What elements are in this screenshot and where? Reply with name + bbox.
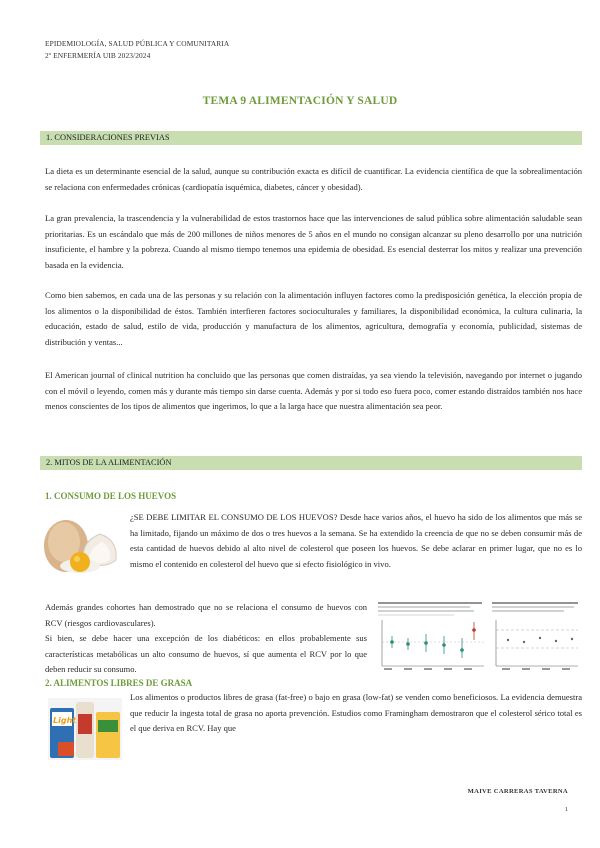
paragraph-libres-grasa: Los alimentos o productos libres de grasa (fat-free) o bajo en grasa (low-fat) se venden como beneficiosos. La evidencia demuestra que reducir la ingesta total de grasa no aporta prevención. Estudios como Framingham demostraron que el colesterol sérico total es el que deriva en RCV. Hay que [130,692,582,734]
subheading-grasa: 2. ALIMENTOS LIBRES DE GRASA [45,678,193,688]
paragraph-cohortes: Además grandes cohortes han demostrado que no se relaciona el consumo de huevos con RCV (riesgos cardiovasculares). [45,602,367,628]
section-heading-consideraciones: 1. CONSIDERACIONES PREVIAS [40,131,582,145]
page-title: TEMA 9 ALIMENTACIÓN Y SALUD [202,95,398,107]
paragraph-huevos-limitar: ¿SE DEBE LIMITAR EL CONSUMO DE LOS HUEVOS? Desde hace varios años, el huevo ha sido de los alimentos que más se ha limitado, fijando un máximo de dos o tres huevos a la semana. Se ha extendido la creencia de que no se deben consumir más de esta cantidad de huevos debido al alto nivel de colesterol que poseen los huevos. Se debe aclarar en primer lugar, que no es lo mismo el contenido en colesterol del huevo que si efecto fisiológico in vivo. [130,512,582,569]
light-label: Light [53,716,77,725]
paragraph-distraidos: El American journal of clinical nutrition ha concluido que las personas que comen distraídas, ya sea viendo la televisión, navegando por internet o jugando con el móvil o leyendo, comen más y durante más tiempo sin darse cuenta. Además y por si todo eso fuera poco, comer estando distraídos también nos hace menos conscientes de los tipos de alimentos que ingerimos, lo que a la larga hace que nuestra alimentación sea peor. [45,370,582,412]
paragraph-factores: Como bien sabemos, en cada una de las personas y su relación con la alimentación influyen factores como la predisposición genética, la elección propia de los alimentos o la disponibilidad de éstos. También interfieren factores socioculturales y familiares, la disponibilidad económica, la cultura culinaria, la educación, estado de salud, estilo de vida, producción y manufactura de los alimentos, agricultura, demografía y economía, publicidad, sistemas de distribución y ventas... [45,290,582,347]
header-year: 2º ENFERMERÍA UIB 2023/2024 [45,51,151,60]
eggs-photo [40,512,122,574]
document-header [45,38,229,62]
egg-consumption-forest-plots [374,600,580,676]
subheading-huevos: 1. CONSUMO DE LOS HUEVOS [45,491,177,501]
light-products-photo [48,698,122,760]
paragraph-prevalencia: La gran prevalencia, la trascendencia y la vulnerabilidad de estos trastornos hace que las intervenciones de salud pública sobre alimentación saludable sean prioritarias. Es un escándalo que más de 200 millones de niños menores de 5 años en el mundo no consigan alcanzar su pleno desarrollo por una nutrición insuficiente, el hambre y la pobreza. Cuando al mismo tiempo tenemos una epidemia de obesidad. Es esencial desterrar los mitos y realizar una prevención basada en la evidencia. [45,213,582,270]
header-course: EPIDEMIOLOGÍA, SALUD PÚBLICA Y COMUNITARIA [45,39,230,48]
page-number: 1 [564,806,568,813]
footer-author: MAIVE CARRERAS TAVERNA [467,788,568,795]
paragraph-dieta: La dieta es un determinante esencial de la salud, aunque su contribución exacta es difícil de cuantificar. La evidencia científica de que la sobrealimentación se relaciona con enfermedades crónicas (cardiopatía isquémica, diabetes, cáncer y obesidad). [45,166,582,192]
section-heading-mitos: 2. MITOS DE LA ALIMENTACIÓN [40,456,582,470]
paragraph-diabeticos: Si bien, se debe hacer una excepción de los diabéticos: en ellos probablemente sus características metabólicas un alto consumo de huevos, sí que aumenta el RCV por lo que deben reducir su consumo. [45,633,367,675]
